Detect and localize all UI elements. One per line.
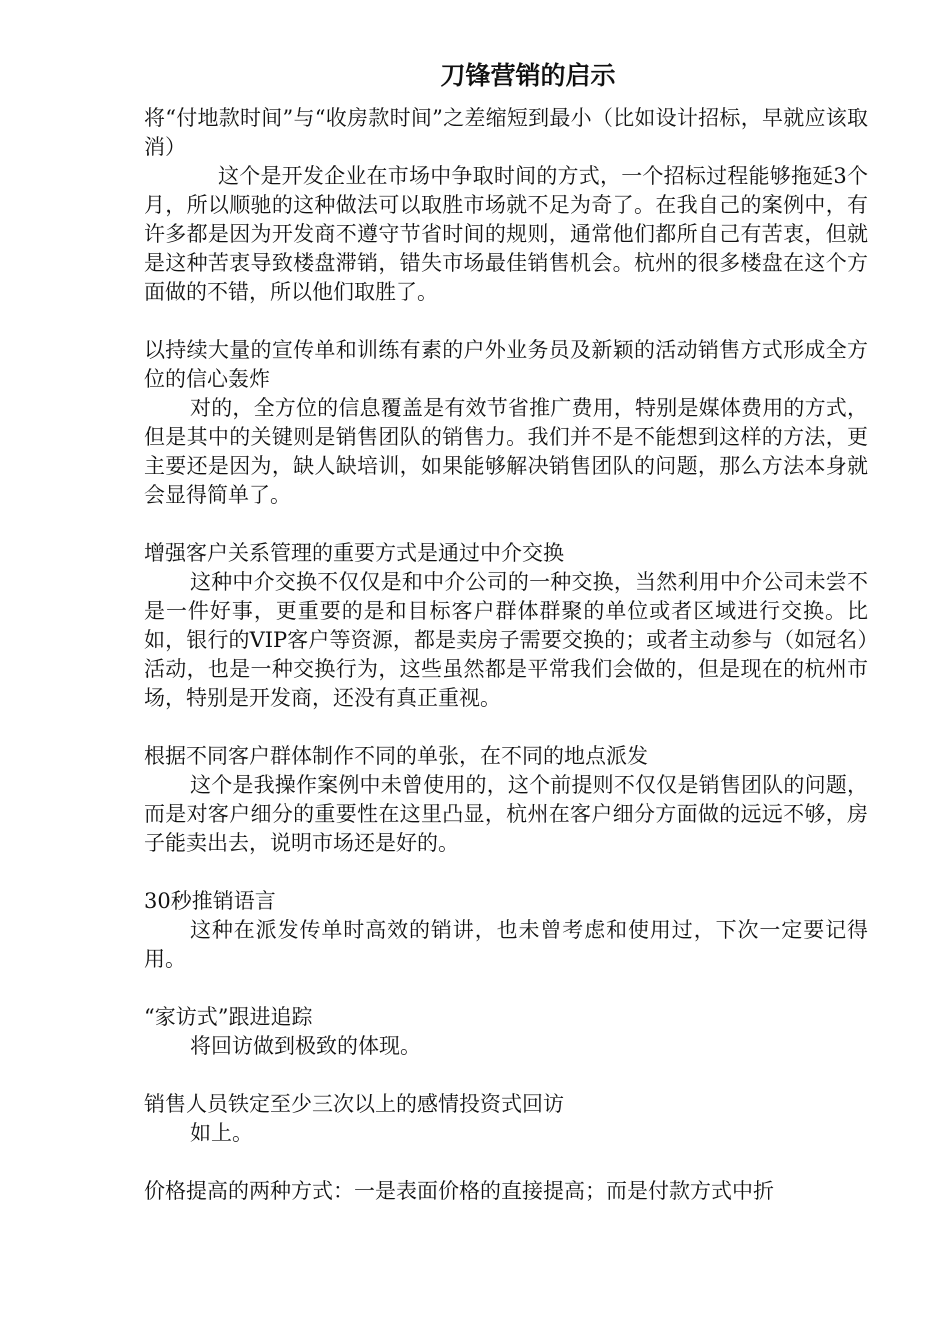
section-5-body: 这种在派发传单时高效的销讲，也未曾考虑和使用过，下次一定要记得用。 [144,918,868,971]
section-8-heading: 价格提高的两种方式：一是表面价格的直接提高；而是付款方式中折 [144,1179,774,1203]
section-1-body: 这个是开发企业在市场中争取时间的方式，一个招标过程能够拖延3个月，所以顺驰的这种做法可以取胜市场就不足为奇了。在我自己的案例中，有许多都是因为开发商不遵守节省时间的规则，通常他们都所自己有苦衷，但就是这种苦衷导致楼盘滞销，错失市场最佳销售机会。杭州的很多楼盘在这个方面做的不错，所以他们取胜了。 [144,164,868,304]
section-3-heading: 增强客户关系管理的重要方式是通过中介交换 [144,541,564,565]
paragraph-gap [144,1061,868,1090]
section-4-body: 这个是我操作案例中未曾使用的，这个前提则不仅仅是销售团队的问题，而是对客户细分的重要性在这里凸显，杭州在客户细分方面做的远远不够，房子能卖出去，说明市场还是好的。 [144,773,868,855]
page-title: 刀锋营销的启示 [440,61,616,90]
section-6-heading: “家访式”跟进追踪 [144,1005,313,1029]
section-7-heading: 销售人员铁定至少三次以上的感情投资式回访 [144,1092,564,1116]
section-4-heading: 根据不同客户群体制作不同的单张，在不同的地点派发 [144,744,648,768]
paragraph-gap [144,307,868,336]
document-body [144,104,868,1206]
paragraph-gap [144,974,868,1003]
section-1-heading: 将“付地款时间”与“收房款时间”之差缩短到最小（比如设计招标，早就应该取消） [144,106,868,159]
section-7-body: 如上。 [190,1121,253,1145]
paragraph-gap [144,1148,868,1177]
paragraph-gap [144,510,868,539]
section-2-heading: 以持续大量的宣传单和训练有素的户外业务员及新颖的活动销售方式形成全方位的信心轰炸 [144,338,868,391]
section-5-heading: 30秒推销语言 [144,889,276,913]
paragraph-gap [144,858,868,887]
paragraph-gap [144,713,868,742]
section-6-body: 将回访做到极致的体现。 [190,1034,421,1058]
section-2-body: 对的，全方位的信息覆盖是有效节省推广费用，特别是媒体费用的方式，但是其中的关键则是销售团队的销售力。我们并不是不能想到这样的方法，更主要还是因为，缺人缺培训，如果能够解决销售团队的问题，那么方法本身就会显得简单了。 [144,396,868,507]
section-3-body: 这种中介交换不仅仅是和中介公司的一种交换，当然利用中介公司未尝不是一件好事，更重要的是和目标客户群体群聚的单位或者区域进行交换。比如，银行的VIP客户等资源，都是卖房子需要交换的；或者主动参与（如冠名）活动，也是一种交换行为，这些虽然都是平常我们会做的，但是现在的杭州市场，特别是开发商，还没有真正重视。 [144,570,868,710]
